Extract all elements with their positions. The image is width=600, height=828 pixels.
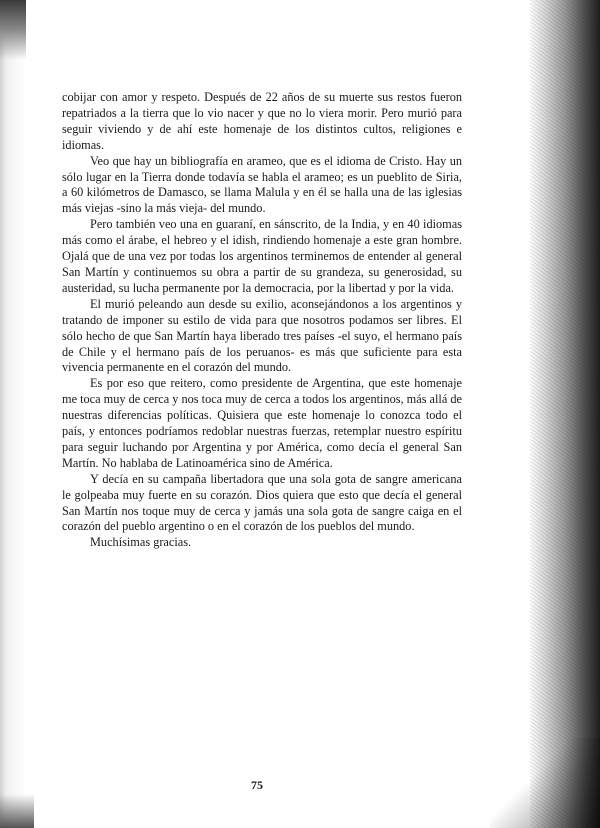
paragraph: cobijar con amor y respeto. Después de 22 años de su muerte sus restos fueron repatriados a la tierra que lo vio nacer y que no lo viera morir. Pero murió para seguir viviendo y de ahí este homenaje de los distintos cultos, religiones e idiomas. [62, 90, 462, 152]
scan-left-top-shadow [0, 0, 26, 60]
scan-left-bottom-shadow [0, 794, 34, 828]
paragraph: Pero también veo una en guaraní, en sánscrito, de la India, y en 40 idiomas más como el árabe, el hebreo y el idish, rindiendo homenaje a este gran hombre. Ojalá que de una vez por todas los argentinos terminemos de entender al general San Martín y continuemos su obra a partir de su grandeza, su generosidad, su austeridad, su lucha permanente por la democracia, por la libertad y por la vida. [62, 217, 462, 295]
scan-right-shadow [530, 0, 600, 828]
body-text [62, 90, 462, 551]
paragraph: Es por eso que reitero, como presidente de Argentina, que este homenaje me toca muy de cerca y nos toca muy de cerca a todos los argentinos, más allá de nuestras diferencias políticas. Quisiera que este homenaje lo conozca todo el país, y entonces podríamos redoblar nuestras fuerzas, retemplar nuestro espíritu para seguir luchando por Argentina y por América, como decía el general San Martín. No hablaba de Latinoamérica sino de América. [62, 376, 462, 470]
paragraph: Y decía en su campaña libertadora que una sola gota de sangre americana le golpeaba muy fuerte en su corazón. Dios quiera que esto que decía el general San Martín nos toque muy de cerca y jamás una sola gota de sangre caiga en el corazón del pueblo argentino o en el corazón de los pueblos del mundo. [62, 471, 462, 534]
paragraph: Muchísimas gracias. [90, 535, 192, 550]
paragraph: Veo que hay un bibliografía en arameo, que es el idioma de Cristo. Hay un sólo lugar en la Tierra donde todavía se habla el arameo; es un pueblito de Siria, a 60 kilómetros de Damasco, se llama Malula y en él se halla una de las iglesias más viejas -sino la más vieja- del mundo. [62, 153, 462, 216]
scan-left-edge [0, 0, 26, 828]
page-number: 75 [251, 778, 263, 792]
paragraph: El murió peleando aun desde su exilio, aconsejándonos a los argentinos y tratando de imponer su estilo de vida para que nosotros podamos ser libres. El sólo hecho de que San Martín haya liberado tres países -el suyo, el hermano país de Chile y el hermano país de los peruanos- es más que suficiente para esta vivencia permanente en el corazón del mundo. [62, 296, 462, 375]
